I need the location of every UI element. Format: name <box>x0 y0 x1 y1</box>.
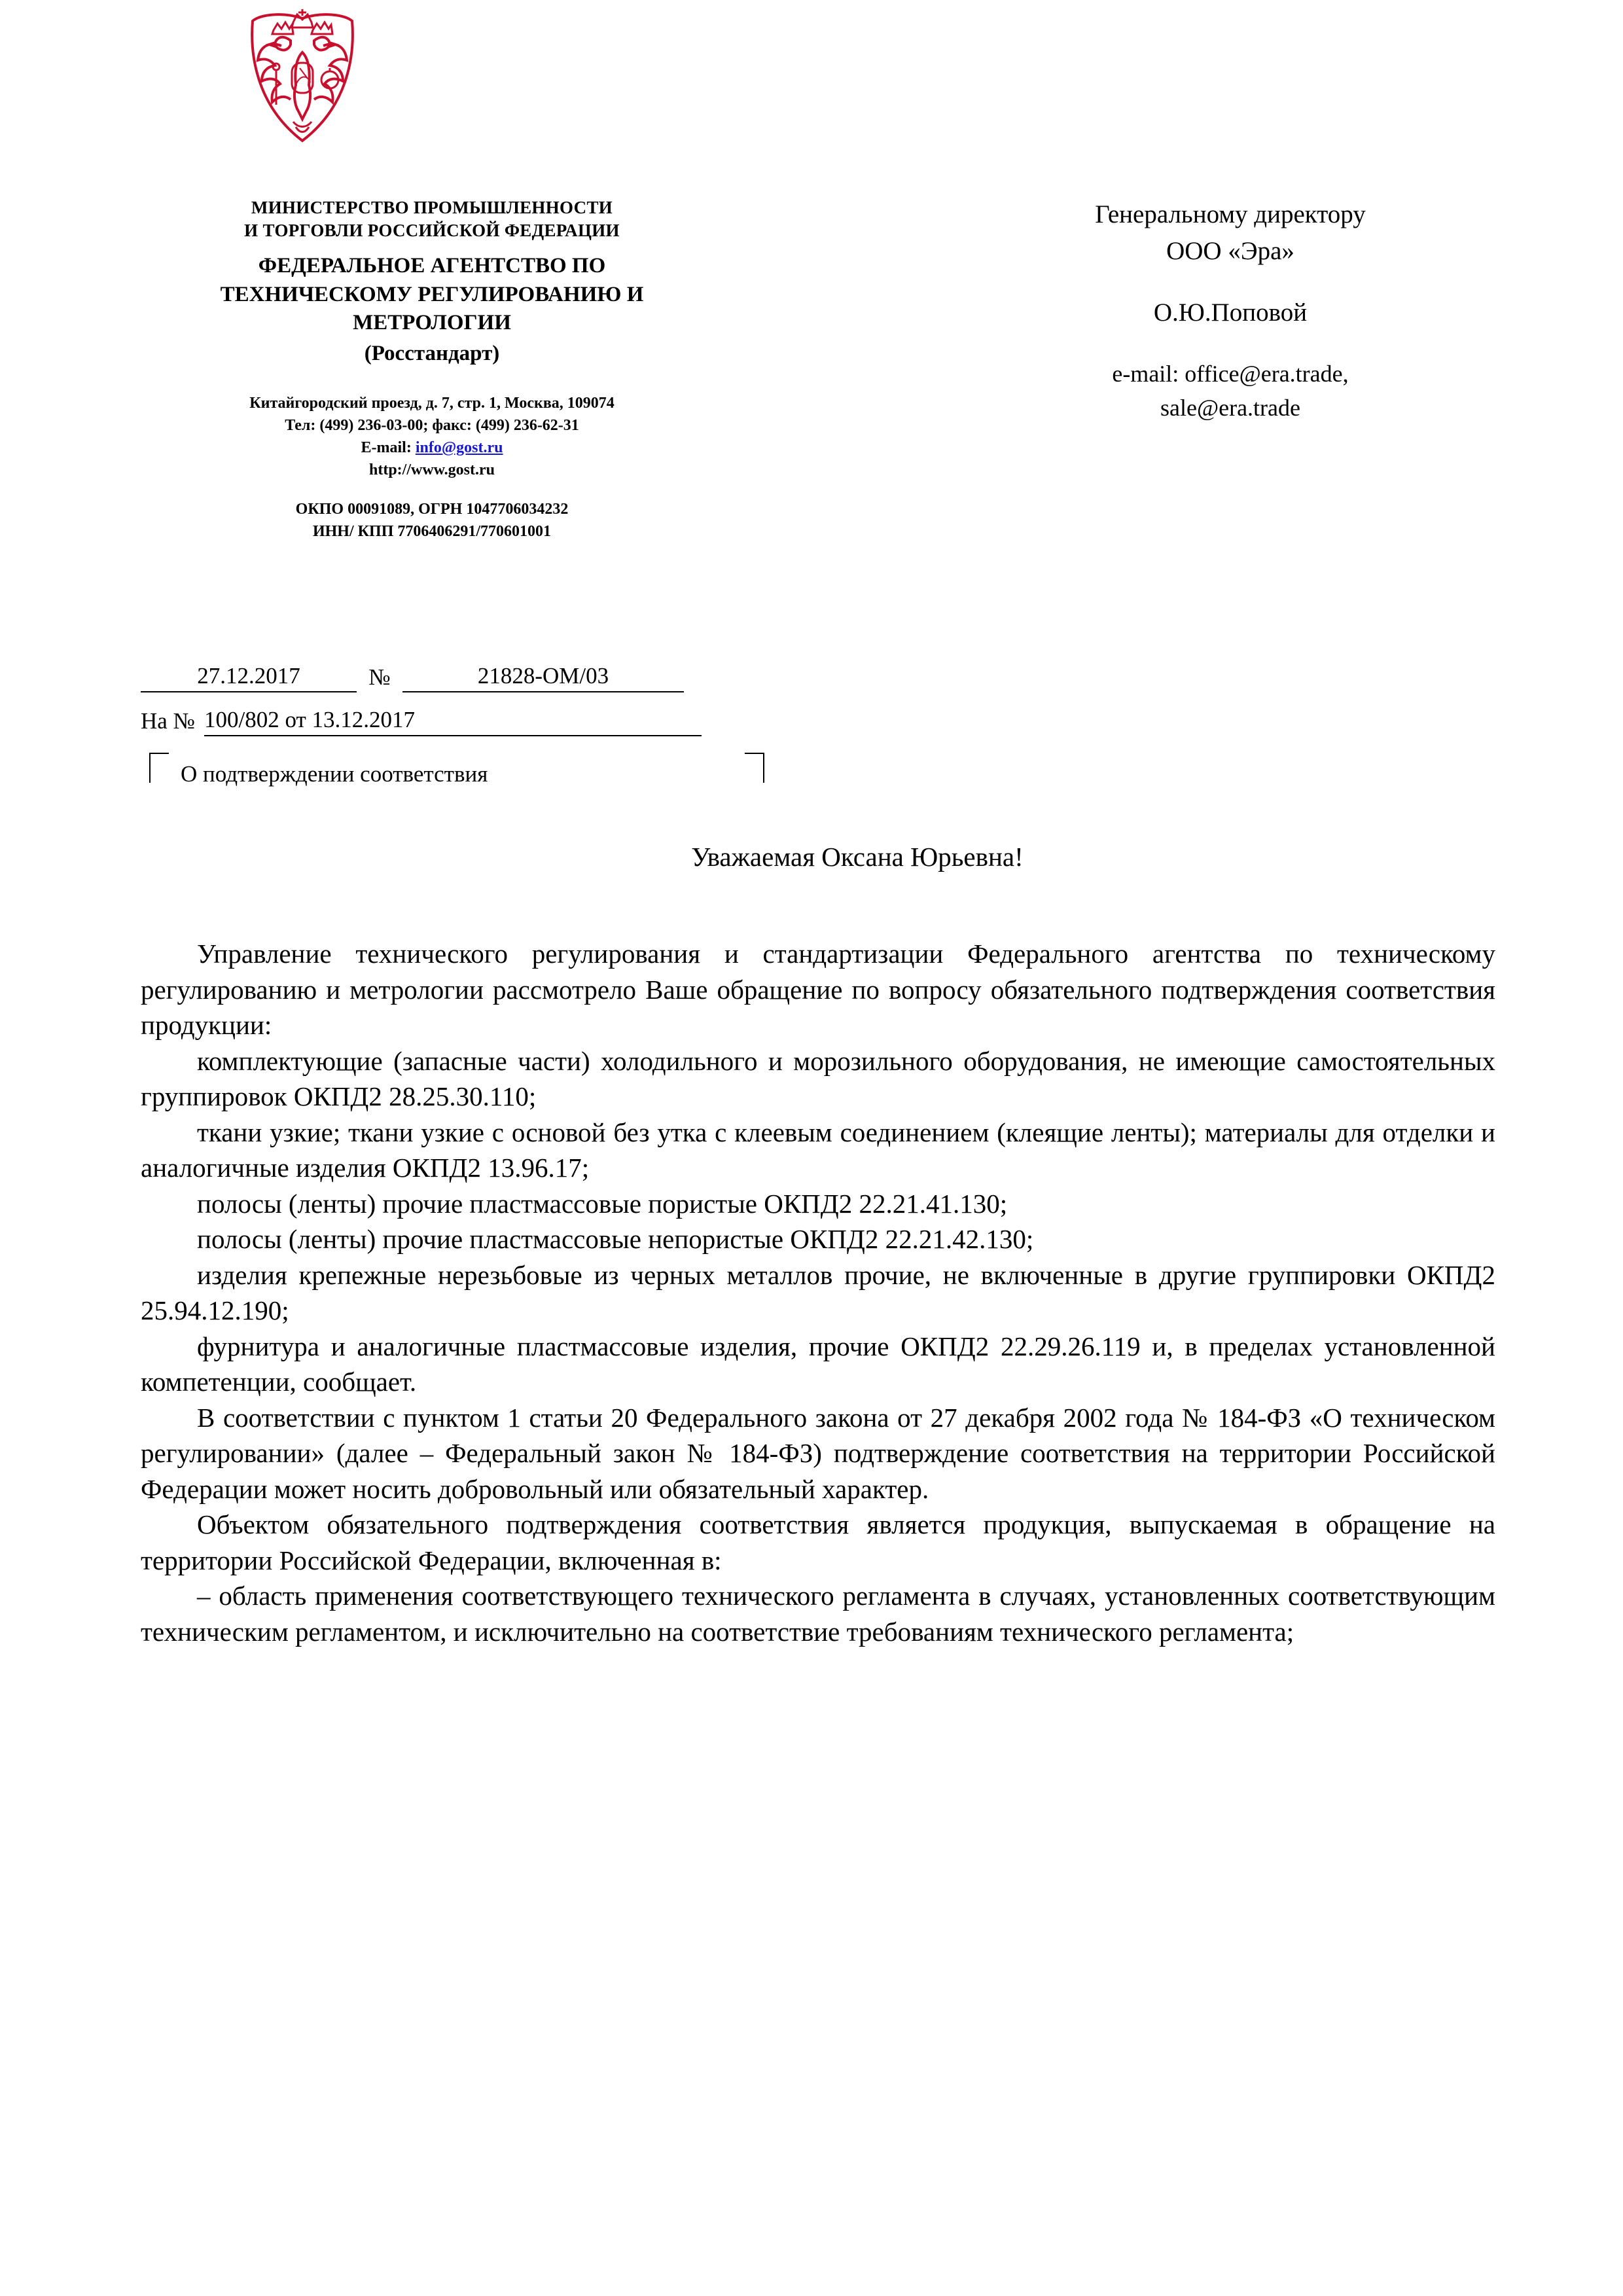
postal-address: Китайгородский проезд, д. 7, стр. 1, Москва, 109074 <box>249 394 615 412</box>
number-label: № <box>368 664 391 690</box>
addressee-company: ООО «Эра» <box>1166 237 1294 266</box>
body-paragraph: ткани узкие; ткани узкие с основой без утка с клеевым соединением (клеящие ленты); материалы для отделки и аналогичные изделия ОКПД2 13.96.17; <box>141 1117 1495 1183</box>
body-paragraph: Управление технического регулирования и стандартизации Федерального агентства по техническому регулированию и метрологии рассмотрело Ваше обращение по вопросу обязательного подтверждения соответствия продукции: <box>141 939 1495 1041</box>
reference-block <box>141 655 926 736</box>
agency-line-3: МЕТРОЛОГИИ <box>353 311 511 335</box>
website-line: http://www.gost.ru <box>368 461 495 478</box>
agency-line-2: ТЕХНИЧЕСКОМУ РЕГУЛИРОВАНИЮ И <box>220 282 644 306</box>
email-link[interactable]: info@gost.ru <box>415 439 503 456</box>
body-paragraph: В соответствии с пунктом 1 статьи 20 Федерального закона от 27 декабря 2002 года № 184-ФЗ «О техническом регулировании» (далее – Федеральный закон № 184-ФЗ) подтверждение соответствия на территории Российской Федерации может носить добровольный или обязательный характер. <box>141 1402 1495 1504</box>
email-label: E-mail: <box>361 439 416 456</box>
ministry-line-1: МИНИСТЕРСТВО ПРОМЫШЛЕННОСТИ <box>251 198 613 217</box>
incoming-label: На № <box>141 708 195 734</box>
ministry-line-2: И ТОРГОВЛИ РОССИЙСКОЙ ФЕДЕРАЦИИ <box>244 220 620 240</box>
phone-line: Тел: (499) 236-03-00; факс: (499) 236-62-31 <box>285 416 579 434</box>
subject-text: О подтверждении соответствия <box>181 761 488 787</box>
codes-line-1: ОКПО 00091089, ОГРН 1047706034232 <box>295 501 569 518</box>
addressee-person: О.Ю.Поповой <box>1153 298 1308 327</box>
letter-date: 27.12.2017 <box>141 663 357 692</box>
body-paragraph: полосы (ленты) прочие пластмассовые непористые ОКПД2 22.21.42.130; <box>197 1224 1034 1255</box>
salutation: Уважаемая Оксана Юрьевна! <box>691 842 1024 872</box>
body-paragraph: изделия крепежные нерезьбовые из черных металлов прочие, не включенные в другие группировки ОКПД2 25.94.12.190; <box>141 1259 1495 1326</box>
letterhead-block <box>118 196 746 543</box>
subject-block <box>149 753 764 809</box>
email-line <box>118 437 746 459</box>
addressee-block <box>903 196 1558 425</box>
codes-line-2: ИНН/ КПП 7706406291/770601001 <box>312 523 552 541</box>
addressee-email-1: e-mail: office@era.trade, <box>1112 361 1349 387</box>
subject-bracket-right <box>745 753 764 783</box>
letter-header <box>0 0 1623 641</box>
letter-number: 21828-ОМ/03 <box>402 663 684 692</box>
addressee-email-2: sale@era.trade <box>1160 394 1300 421</box>
body-paragraph: полосы (ленты) прочие пластмассовые пористые ОКПД2 22.21.41.130; <box>197 1188 1008 1219</box>
subject-bracket-left <box>149 753 169 783</box>
body-paragraph: фурнитура и аналогичные пластмассовые изделия, прочие ОКПД2 22.29.26.119 и, в пределах установленной компетенции, сообщает. <box>141 1331 1495 1397</box>
russian-federation-coat-of-arms-icon <box>230 7 374 170</box>
letter-body <box>141 936 1495 1649</box>
agency-short-name: (Росстандарт) <box>364 341 500 365</box>
incoming-reference: 100/802 от 13.12.2017 <box>204 707 702 736</box>
body-paragraph: комплектующие (запасные части) холодильного и морозильного оборудования, не имеющие самостоятельных группировок ОКПД2 28.25.30.110; <box>141 1045 1495 1112</box>
agency-line-1: ФЕДЕРАЛЬНОЕ АГЕНТСТВО ПО <box>258 254 606 278</box>
body-paragraph: – область применения соответствующего технического регламента в случаях, установленных соответствующим техническим регламентом, и исключительно на соответствие требованиям технического регламента; <box>141 1581 1495 1647</box>
addressee-position: Генеральному директору <box>1095 200 1366 228</box>
body-paragraph: Объектом обязательного подтверждения соответствия является продукция, выпускаемая в обращение на территории Российской Федерации, включенная в: <box>141 1509 1495 1575</box>
